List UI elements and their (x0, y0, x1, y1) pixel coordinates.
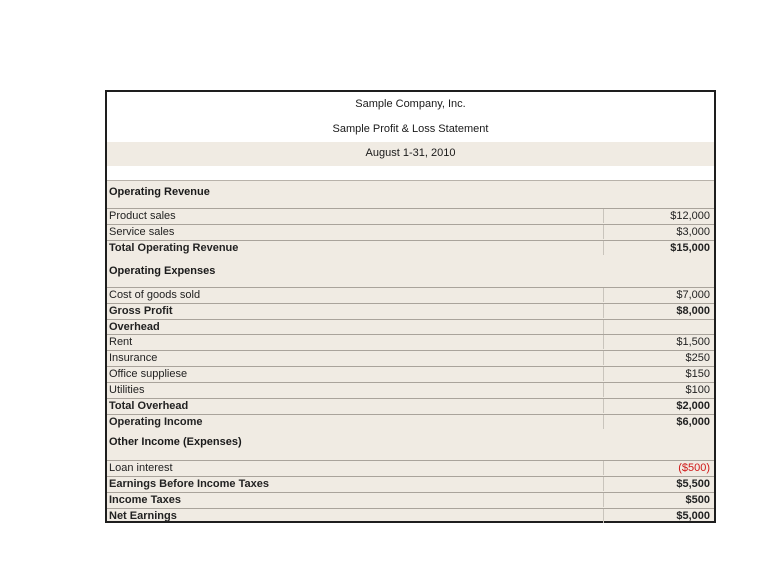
table-row (107, 208, 714, 223)
row-label: Rent (109, 336, 133, 348)
row-label: Net Earnings (109, 510, 177, 522)
table-row (107, 492, 714, 507)
table-row (107, 287, 714, 302)
row-value: $2,000 (676, 400, 710, 412)
table-row (107, 398, 714, 413)
section-other-income: Other Income (Expenses) (109, 436, 242, 448)
pl-statement-table (105, 90, 716, 523)
section-operating-expenses: Operating Expenses (109, 265, 216, 277)
row-value: $8,000 (676, 305, 710, 317)
row-value: $6,000 (676, 416, 710, 428)
company-name: Sample Company, Inc. (355, 98, 466, 110)
statement-period: August 1-31, 2010 (365, 147, 456, 159)
row-value: $500 (685, 494, 710, 506)
table-row (107, 334, 714, 349)
row-value: $5,500 (676, 478, 710, 490)
table-row (107, 382, 714, 397)
value-cell (603, 320, 715, 334)
table-row (107, 414, 714, 429)
row-label: Service sales (109, 226, 175, 238)
row-label: Insurance (109, 352, 158, 364)
row-label: Earnings Before Income Taxes (109, 478, 269, 490)
table-row (107, 350, 714, 365)
row-label: Gross Profit (109, 305, 173, 317)
statement-title: Sample Profit & Loss Statement (332, 123, 489, 135)
table-row (107, 508, 714, 523)
row-label: Total Operating Revenue (109, 242, 239, 254)
table-row (107, 303, 714, 318)
row-value: $3,000 (676, 226, 710, 238)
row-label: Total Overhead (109, 400, 189, 412)
row-value: $15,000 (670, 242, 710, 254)
table-row (107, 366, 714, 381)
row-label: Operating Income (109, 416, 203, 428)
row-label: Cost of goods sold (109, 289, 201, 301)
row-value: $100 (685, 384, 710, 396)
row-value: $7,000 (676, 289, 710, 301)
row-label: Overhead (109, 321, 160, 333)
row-label: Loan interest (109, 462, 173, 474)
table-row (107, 460, 714, 475)
section-operating-revenue: Operating Revenue (109, 186, 210, 198)
row-label: Utilities (109, 384, 145, 396)
row-label: Income Taxes (109, 494, 181, 506)
row-value: $12,000 (670, 210, 710, 222)
table-row (107, 240, 714, 255)
row-value: ($500) (678, 462, 710, 474)
row-label: Product sales (109, 210, 176, 222)
table-row (107, 476, 714, 491)
row-value: $250 (685, 352, 710, 364)
row-value: $1,500 (676, 336, 710, 348)
row-label: Office suppliese (109, 368, 188, 380)
table-row (107, 319, 714, 334)
row-value: $5,000 (676, 510, 710, 522)
table-row (107, 224, 714, 239)
header-spacer-band (107, 166, 714, 181)
row-value: $150 (685, 368, 710, 380)
